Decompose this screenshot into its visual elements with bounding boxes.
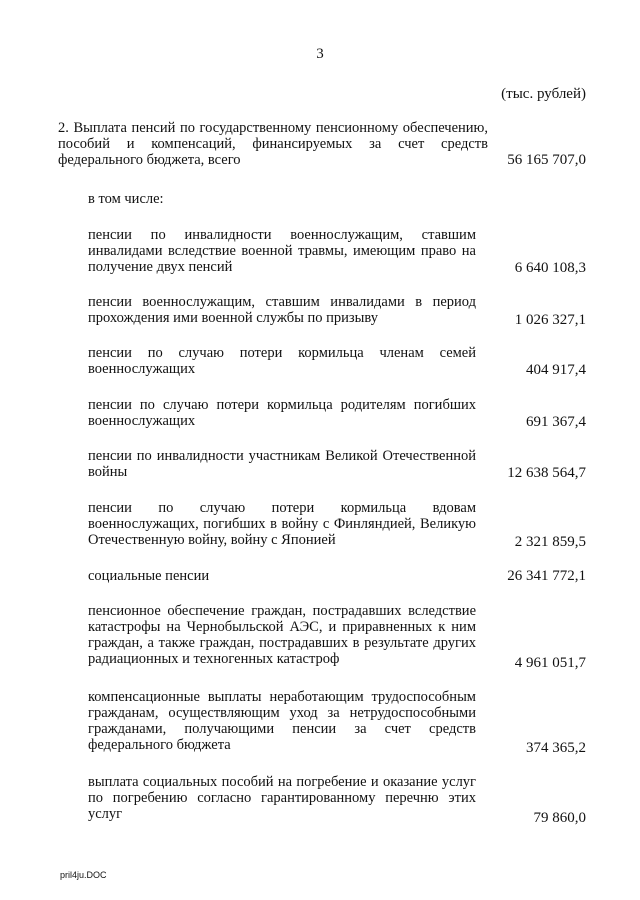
row-amount: 26 341 772,1: [507, 568, 586, 584]
row-text: компенсационные выплаты неработающим трудоспособным гражданам, осуществляющим уход за нетрудоспособными гражданами, получающими пенсии за счет средств федерального бюджета: [88, 689, 476, 753]
row-amount: 79 860,0: [533, 810, 586, 826]
row-text: пенсии по инвалидности участникам Великой Отечественной войны: [88, 448, 476, 480]
row-amount: 1 026 327,1: [514, 312, 586, 328]
subheading: в том числе:: [88, 191, 164, 207]
row-text: пенсии по случаю потери кормильца членам семей военнослужащих: [88, 345, 476, 377]
row-text: выплата социальных пособий на погребение и оказание услуг по погребению согласно гарантированному перечню этих услуг: [88, 774, 476, 822]
row-text: пенсии по инвалидности военнослужащим, ставшим инвалидами вследствие военной травмы, имеющим право на получение двух пенсий: [88, 227, 476, 275]
units-label: (тыс. рублей): [501, 86, 586, 102]
row-amount: 374 365,2: [526, 740, 586, 756]
row-text: пенсии по случаю потери кормильца родителям погибших военнослужащих: [88, 397, 476, 429]
row-amount: 12 638 564,7: [507, 465, 586, 481]
row-text: социальные пенсии: [88, 568, 210, 584]
main-item-text: 2. Выплата пенсий по государственному пенсионному обеспечению, пособий и компенсаций, финансируемых за счет средств федерального бюджета, всего: [58, 120, 488, 168]
row-amount: 404 917,4: [526, 362, 586, 378]
footer-filename: pril4ju.DOC: [60, 870, 107, 880]
page-number: 3: [316, 46, 324, 62]
row-amount: 6 640 108,3: [514, 260, 586, 276]
row-text: пенсии по случаю потери кормильца вдовам военнослужащих, погибших в войну с Финляндией, Великую Отечественную войну, войну с Японией: [88, 500, 476, 548]
row-amount: 4 961 051,7: [514, 655, 586, 671]
row-text: пенсии военнослужащим, ставшим инвалидами в период прохождения ими военной службы по призыву: [88, 294, 476, 326]
row-amount: 691 367,4: [526, 414, 586, 430]
main-item-amount: 56 165 707,0: [507, 152, 586, 168]
row-amount: 2 321 859,5: [514, 534, 586, 550]
row-text: пенсионное обеспечение граждан, пострадавших вследствие катастрофы на Чернобыльской АЭС, и приравненных к ним граждан, а также граждан, пострадавших в результате других радиационных и техногенных катастроф: [88, 603, 476, 667]
